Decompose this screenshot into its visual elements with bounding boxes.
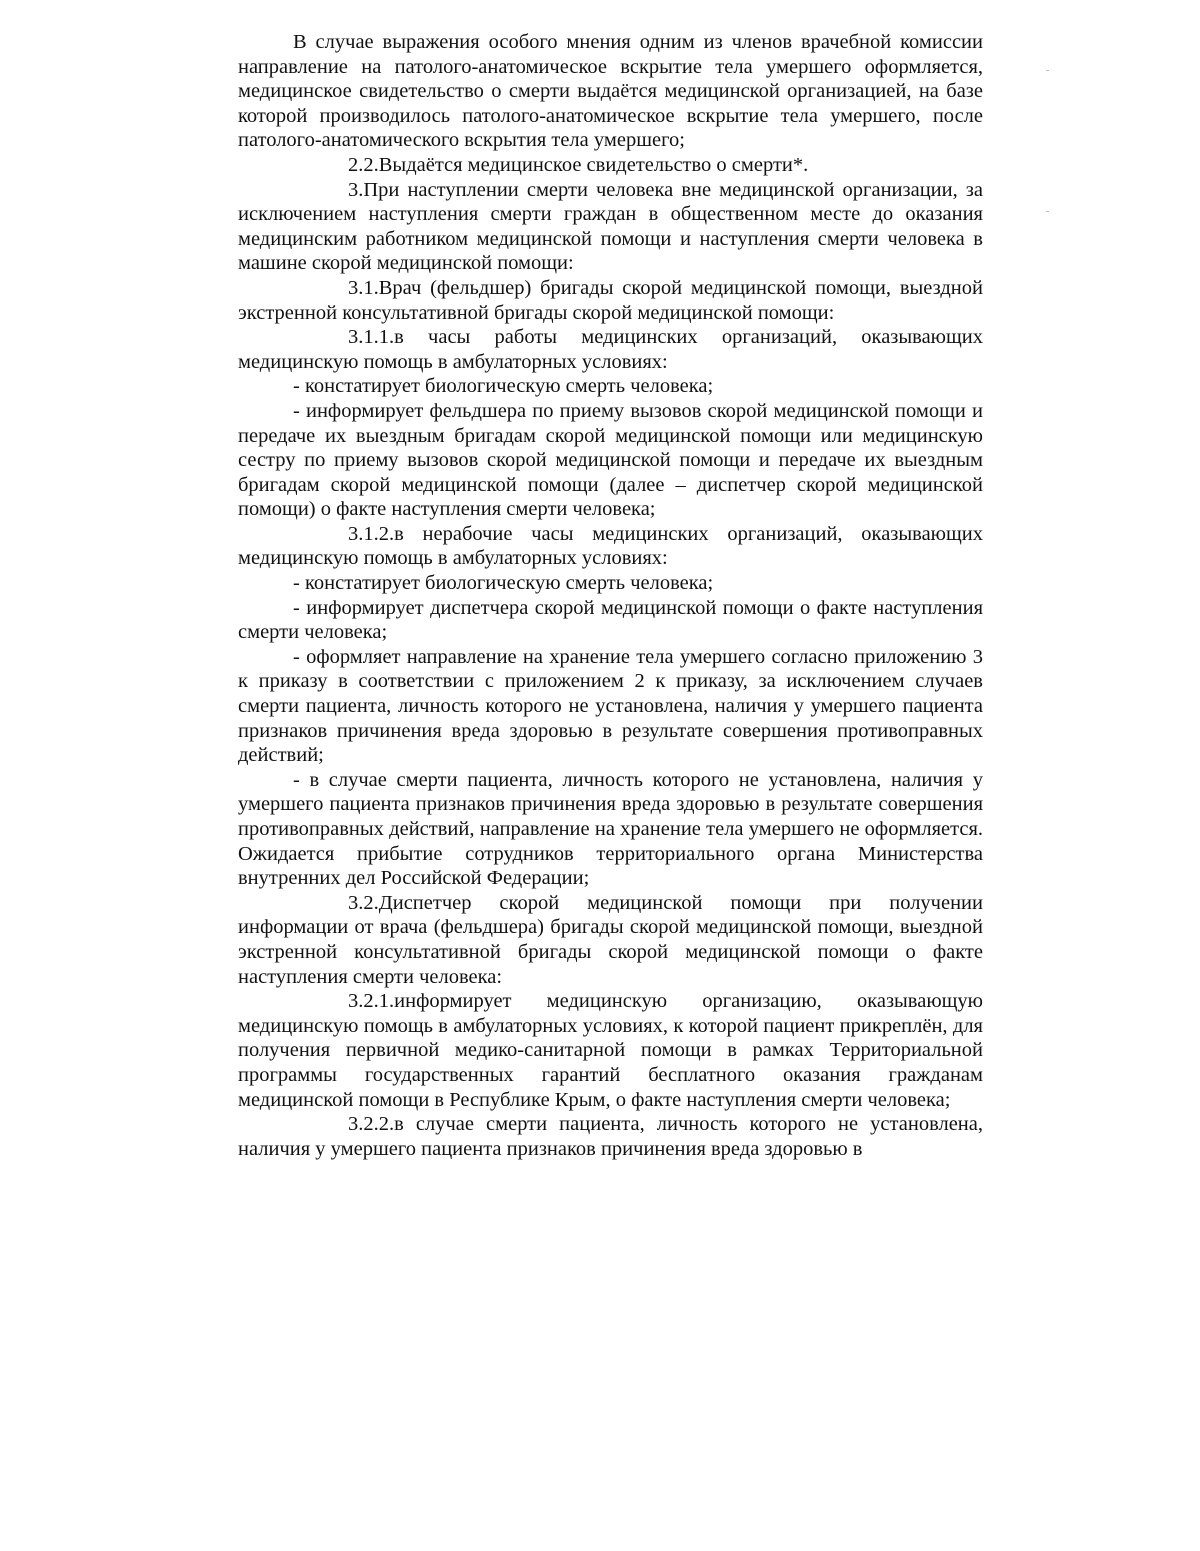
- paragraph-text: Врач (фельдшер) бригады скорой медицинской помощи, выездной экстренной консультативной бригады скорой медицинской помощи:: [238, 276, 983, 324]
- paragraph-number: 3.: [348, 178, 364, 201]
- paragraph-text: - констатирует биологическую смерть человека;: [293, 375, 714, 398]
- paragraph: [238, 374, 983, 399]
- paragraph: [238, 325, 983, 374]
- paragraph-text: - оформляет направление на хранение тела умершего согласно приложению 3 к приказу в соответствии с приложением 2 к приказу, за исключением случаев смерти пациента, личность которого не установлена, наличия у умершего пациента признаков причинения вреда здоровью в результате совершения противоправных действий;: [238, 645, 983, 767]
- paragraph: [238, 768, 983, 891]
- paragraph: [238, 645, 983, 768]
- paragraph: [238, 989, 983, 1112]
- paragraph: [238, 522, 983, 571]
- paragraph-text: - информирует фельдшера по приему вызовов скорой медицинской помощи и передаче их выездным бригадам скорой медицинской помощи или медицинскую сестру по приему вызовов скорой медицинской помощи и передаче их выездным бригадам скорой медицинской помощи (далее – диспетчер скорой медицинской помощи) о факте наступления смерти человека;: [238, 399, 983, 521]
- paragraph-text: - констатирует биологическую смерть человека;: [293, 572, 714, 595]
- scan-speck: [1046, 211, 1049, 212]
- paragraph: [238, 596, 983, 645]
- paragraph-text: При наступлении смерти человека вне медицинской организации, за исключением наступления смерти граждан в общественном месте до оказания медицинским работником медицинской помощи и наступления смерти человека в машине скорой медицинской помощи:: [238, 178, 983, 275]
- paragraph: [238, 571, 983, 596]
- paragraph-text: - в случае смерти пациента, личность которого не установлена, наличия у умершего пациента признаков причинения вреда здоровью в результате совершения противоправных действий, направление на хранение тела умершего не оформляется. Ожидается прибытие сотрудников территориального органа Министерства внутренних дел Российской Федерации;: [238, 768, 983, 890]
- document-page: [238, 30, 983, 1161]
- paragraph-number: 2.2.: [348, 153, 379, 176]
- paragraph: [238, 30, 983, 153]
- paragraph-number: 3.1.1.: [348, 326, 395, 349]
- paragraph-text: Диспетчер скорой медицинской помощи при получении информации от врача (фельдшера) бригады скорой медицинской помощи, выездной экстренной консультативной бригады скорой медицинской помощи о факте наступления смерти человека:: [238, 891, 983, 988]
- paragraph-text: информирует медицинскую организацию, оказывающую медицинскую помощь в амбулаторных условиях, к которой пациент прикреплён, для получения первичной медико-санитарной помощи в рамках Территориальной программы государственных гарантий бесплатного оказания гражданам медицинской помощи в Республике Крым, о факте наступления смерти человека;: [238, 990, 983, 1111]
- paragraph-number: 3.2.: [348, 891, 379, 914]
- paragraph: [238, 1112, 983, 1161]
- paragraph-text: в случае смерти пациента, личность которого не установлена, наличия у умершего пациента признаков причинения вреда здоровью в: [238, 1113, 983, 1160]
- paragraph-text: Выдаётся медицинское свидетельство о смерти*.: [378, 153, 809, 176]
- paragraph: [238, 153, 983, 178]
- paragraph-text: в часы работы медицинских организаций, оказывающих медицинскую помощь в амбулаторных условиях:: [238, 326, 983, 373]
- paragraph-number: 3.2.1.: [348, 990, 395, 1013]
- paragraph-text: - информирует диспетчера скорой медицинской помощи о факте наступления смерти человека;: [238, 596, 983, 644]
- paragraph-number: 3.2.2.: [348, 1113, 395, 1136]
- paragraph: [238, 891, 983, 989]
- paragraph: [238, 276, 983, 325]
- scan-speck: [1046, 70, 1049, 71]
- paragraph-number: 3.1.2.: [348, 522, 395, 545]
- paragraph-number: 3.1.: [348, 276, 379, 299]
- paragraph: [238, 399, 983, 522]
- paragraph-text: в нерабочие часы медицинских организаций, оказывающих медицинскую помощь в амбулаторных условиях:: [238, 522, 983, 570]
- paragraph: [238, 178, 983, 276]
- paragraph-text: В случае выражения особого мнения одним из членов врачебной комиссии направление на патолого-анатомическое вскрытие тела умершего оформляется, медицинское свидетельство о смерти выдаётся медицинской организацией, на базе которой производилось патолого-анатомическое вскрытие тела умершего, после патолого-анатомического вскрытия тела умершего;: [238, 31, 983, 152]
